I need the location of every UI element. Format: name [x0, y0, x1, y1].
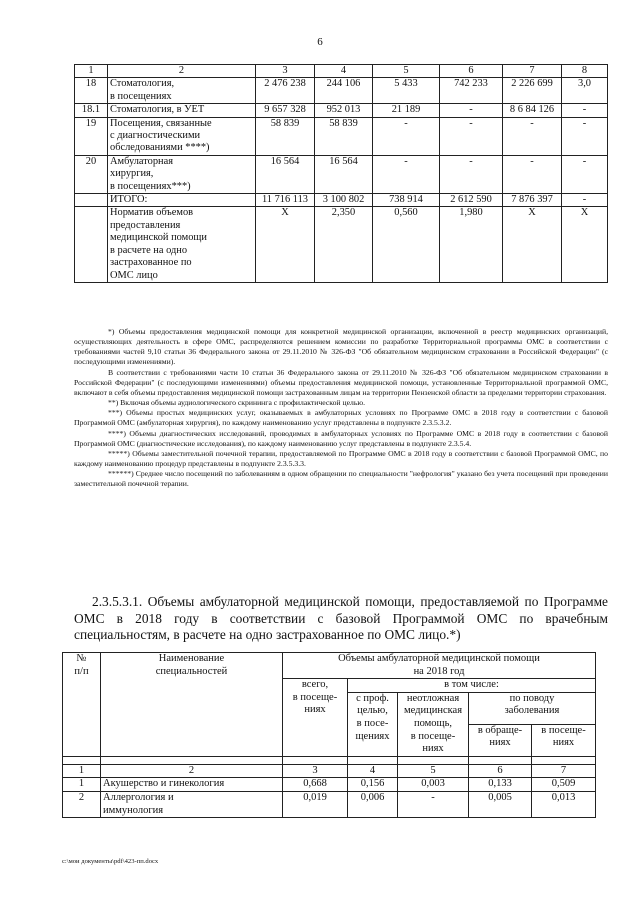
table-header-row: всего, в посеще- ниях в том числе:	[63, 679, 596, 693]
table-header-row: 1 2 3 4 5 6 7 8	[75, 65, 608, 78]
table-header-row: № п/п Наименование специальностей Объемы амбулаторной медицинской помощи на 2018 год	[63, 653, 596, 679]
table-total-row: ИТОГО: 11 716 113 3 100 802 738 914 2 612 590 7 876 397 -	[75, 194, 608, 207]
table-row: 2 Аллергология и иммунология 0,019 0,006 - 0,005 0,013	[63, 791, 596, 817]
footnote: В соответствии с требованиями части 10 статьи 36 Федерального закона от 29.11.2010 № 326-ФЗ "Об обязательном медицинском страховании в Российской Федерации" (с последующими изменениями) объемы предоставления медицинской помощи, установленные Территориальной программой ОМС, включают в себя объемы предоставления медицинской помощи застрахованным лицам на территории Пензенской области за пределами территории страхования.	[74, 367, 608, 397]
table-row: 18 Стоматология, в посещениях 2 476 238 244 106 5 433 742 233 2 226 699 3,0	[75, 78, 608, 104]
footnote: ****) Объемы диагностических исследований, проводимых в амбулаторных условиях по Программе ОМС в 2018 году в соответствии с базовой Программой ОМС (диагностические исследования), по каждому наименованию услуг представлены в подпункте 2.3.5.4.	[74, 428, 608, 448]
footnote: ***) Объемы простых медицинских услуг, оказываемых в амбулаторных условиях по Программе ОМС в 2018 году в соответствии с базовой Программой ОМС (амбулаторная хирургия), по каждому наименованию услуг представлены в подпункте 2.3.5.3.2.	[74, 408, 608, 428]
footnote: *) Объемы предоставления медицинской помощи для конкретной медицинской организации, включенной в реестр медицинских организаций, осуществляющих деятельность в сфере ОМС, распределяются решением комиссии по разработке Территориальной программы ОМС в соответствии с требованиями частей 9,10 статьи 36 Федерального закона от 29.11.2010 № 326-ФЗ "Об обязательном медицинском страховании в Российской Федерации" (с последующими изменениями).	[74, 327, 608, 367]
footnote: ******) Среднее число посещений по заболеваниям в одном обращении по специальности "нефрология" указано без учета посещений при проведении заместительной почечной терапии.	[74, 469, 608, 489]
footnotes	[74, 327, 608, 490]
footnote: *****) Объемы заместительной почечной терапии, предоставляемой по Программе ОМС в 2018 году в соответствии с базовой Программой ОМС, по каждому наименованию процедур представлены в подпункте 2.3.5.3.3.	[74, 448, 608, 469]
table-row: 20 Амбулаторная хирургия, в посещениях***) 16 564 16 564 - - - -	[75, 155, 608, 193]
table-row: 19 Посещения, связанные с диагностическими обследованиями ****) 58 839 58 839 - - - -	[75, 117, 608, 155]
table-number-row: 1 2 3 4 5 6 7	[63, 764, 596, 778]
table-row: 18.1 Стоматология, в УЕТ 9 657 328 952 013 21 189 - 8 6 84 126 -	[75, 104, 608, 117]
file-path: c:\мои документы\pdf\423-пп.docx	[62, 858, 159, 865]
specialties-table	[62, 652, 596, 818]
page-number: 6	[317, 36, 323, 48]
footnote: **) Включая объемы аудиологического скрининга с профилактической целью.	[108, 398, 366, 408]
header-gap-row	[63, 756, 596, 764]
table-row: 1 Акушерство и гинекология 0,668 0,156 0,003 0,133 0,509	[63, 778, 596, 792]
table-norm-row: Норматив объемов предоставления медицинской помощи в расчете на одно застрахованное по ОМС лицо Х 2,350 0,560 1,980 Х Х	[75, 207, 608, 282]
table-header-row: с проф. целью, в посе- щениях неотложная медицинская помощь, в посеще- ниях по поводу заболевания	[63, 692, 596, 724]
section-heading: 2.3.5.3.1. Объемы амбулаторной медицинской помощи, предоставляемой по Программе ОМС в 2018 году в соответствии с базовой Программой ОМС по врачебным специальностям, в расчете на одно застрахованное по ОМС лицо.*)	[74, 594, 608, 643]
table-header-row: в обраще- ниях в посеще- ниях	[63, 724, 596, 756]
volumes-table	[74, 64, 608, 283]
